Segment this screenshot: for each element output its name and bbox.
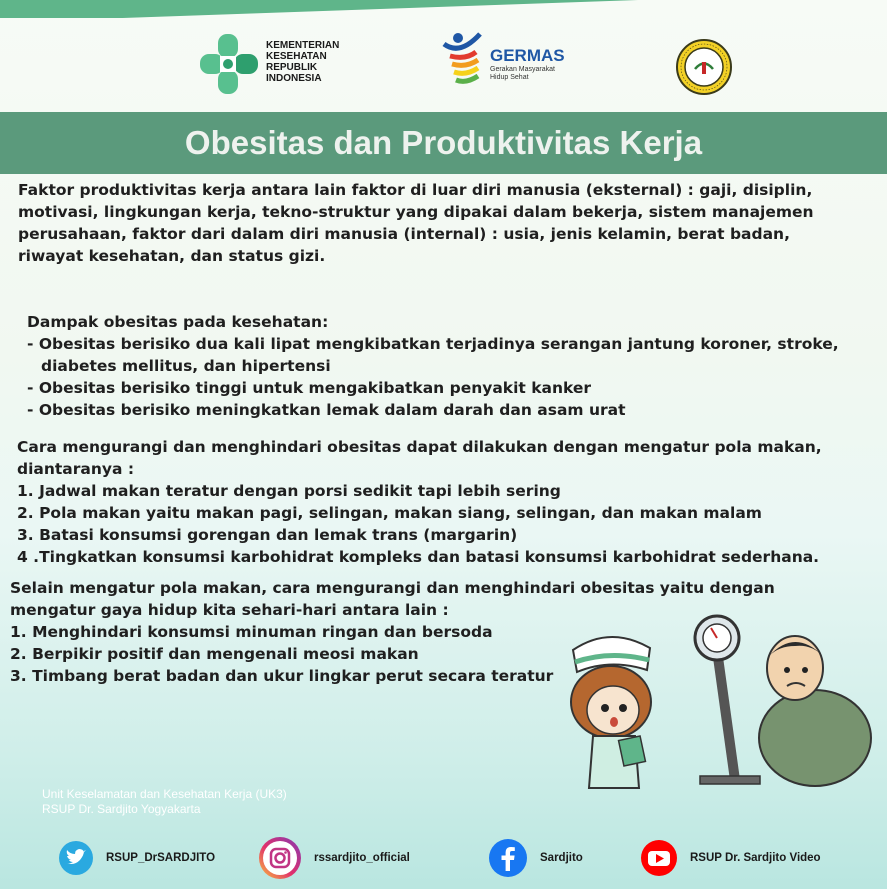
intro-paragraph <box>18 179 878 267</box>
impact-item: - Obesitas berisiko meningkatkan lemak dalam darah dan asam urat <box>27 401 626 419</box>
lifestyle-intro: mengatur gaya hidup kita sehari-hari antara lain : <box>10 601 449 619</box>
lifestyle-intro: Selain mengatur pola makan, cara mengurangi dan menghindari obesitas yaitu dengan <box>10 579 775 597</box>
nurse-figure <box>571 637 651 788</box>
lifestyle-item: 3. Timbang berat badan dan ukur lingkar perut secara teratur <box>10 667 554 685</box>
impact-item-continued: diabetes mellitus, dan hipertensi <box>41 357 331 375</box>
facebook-icon <box>488 838 528 878</box>
kemenkes-logo <box>196 30 366 96</box>
impact-section <box>27 311 882 421</box>
scale-figure <box>695 616 760 784</box>
diet-intro: Cara mengurangi dan menghindari obesitas dapat dilakukan dengan mengatur pola makan, <box>17 438 822 456</box>
germas-figure-icon <box>440 30 492 90</box>
diet-intro: diantaranya : <box>17 460 135 478</box>
intro-line: perusahaan, faktor dari dalam diri manusia (internal) : usia, jenis kelamin, berat badan, <box>18 225 790 243</box>
twitter-icon <box>58 840 94 876</box>
facebook-handle: Sardjito <box>540 852 583 864</box>
intro-line: riwayat kesehatan, dan status gizi. <box>18 247 326 265</box>
footer-unit-info <box>42 787 287 817</box>
social-facebook[interactable] <box>488 836 583 880</box>
germas-logo <box>440 30 580 100</box>
diet-section <box>17 436 882 568</box>
diet-item: 2. Pola makan yaitu makan pagi, selingan, makan siang, selingan, dan makan malam <box>17 504 762 522</box>
germas-title: GERMAS <box>490 46 565 65</box>
kemenkes-cross-icon <box>196 30 262 96</box>
instagram-handle: rssardjito_official <box>314 852 410 864</box>
title-bar <box>0 112 887 174</box>
youtube-channel: RSUP Dr. Sardjito Video <box>690 852 821 864</box>
diet-item: 3. Batasi konsumsi gorengan dan lemak trans (margarin) <box>17 526 518 544</box>
social-twitter[interactable] <box>58 836 215 880</box>
twitter-handle: RSUP_DrSARDJITO <box>106 852 216 864</box>
intro-line: Faktor produktivitas kerja antara lain faktor di luar diri manusia (eksternal) : gaji, disiplin, <box>18 181 813 199</box>
nurse-and-scale-illustration <box>565 610 875 790</box>
header-logos <box>0 20 887 110</box>
page-title: Obesitas dan Produktivitas Kerja <box>184 124 703 161</box>
top-accent-stripe <box>0 0 887 18</box>
youtube-icon <box>640 839 678 877</box>
instagram-icon <box>258 836 302 880</box>
diet-item: 1. Jadwal makan teratur dengan porsi sedikit tapi lebih sering <box>17 482 561 500</box>
impact-item: - Obesitas berisiko tinggi untuk mengakibatkan penyakit kanker <box>27 379 592 397</box>
impact-heading: Dampak obesitas pada kesehatan: <box>27 313 329 331</box>
hospital-name: RSUP Dr. Sardjito Yogyakarta <box>42 802 201 816</box>
lifestyle-item: 2. Berpikir positif dan mengenali meosi makan <box>10 645 419 663</box>
social-instagram[interactable] <box>258 836 410 880</box>
germas-subtitle: Gerakan Masyarakat Hidup Sehat <box>490 66 555 81</box>
ministry-name: KEMENTERIAN KESEHATAN REPUBLIK INDONESIA <box>266 40 340 84</box>
unit-name: Unit Keselamatan dan Kesehatan Kerja (UK3) <box>42 787 287 801</box>
lifestyle-item: 1. Menghindari konsumsi minuman ringan dan bersoda <box>10 623 493 641</box>
intro-line: motivasi, lingkungan kerja, tekno-struktur yang dipakai dalam bekerja, sistem manajemen <box>18 203 814 221</box>
overweight-man-figure <box>759 636 871 786</box>
hospital-seal-icon <box>675 38 733 96</box>
diet-item: 4 .Tingkatkan konsumsi karbohidrat kompleks dan batasi konsumsi karbohidrat sederhana. <box>17 548 820 566</box>
impact-item: - Obesitas berisiko dua kali lipat mengkibatkan terjadinya serangan jantung koroner, stroke, <box>27 335 839 353</box>
social-youtube[interactable] <box>640 836 821 880</box>
